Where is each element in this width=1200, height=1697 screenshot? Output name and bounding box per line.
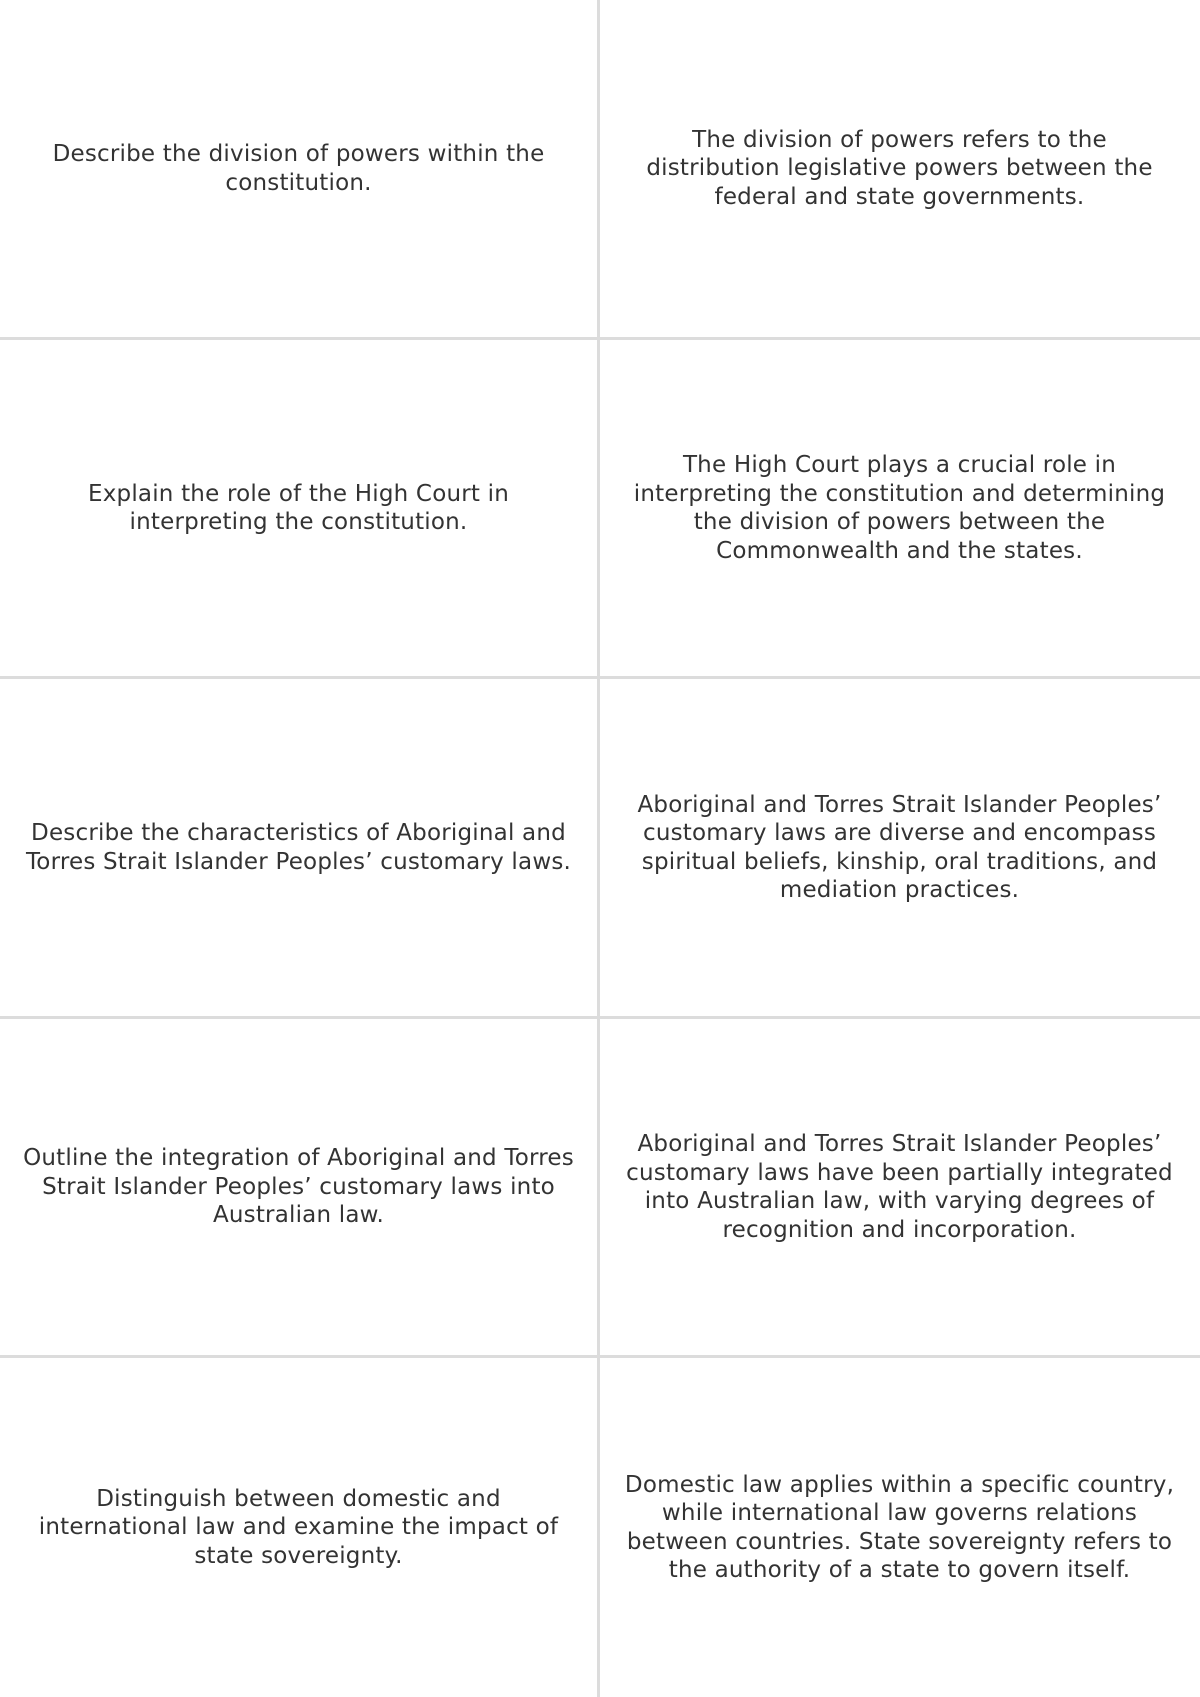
card-term-cell — [0, 679, 597, 1016]
flashcard-row — [0, 1019, 1200, 1355]
card-definition-cell — [597, 340, 1200, 676]
card-definition-cell — [597, 0, 1200, 337]
card-definition-text: Aboriginal and Torres Strait Islander Peoples’ customary laws are diverse and encompass spiritual beliefs, kinship, oral traditions, and mediation practices. — [637, 791, 1162, 903]
card-term-cell — [0, 1019, 597, 1355]
card-definition-text: The division of powers refers to the distribution legislative powers between the federal and state governments. — [646, 126, 1153, 210]
flashcard-row — [0, 1358, 1200, 1697]
card-definition-cell — [597, 1019, 1200, 1355]
card-term-cell — [0, 0, 597, 337]
card-term-cell — [0, 1358, 597, 1697]
flashcard-row — [0, 679, 1200, 1016]
card-definition-cell — [597, 1358, 1200, 1697]
card-definition-cell — [597, 679, 1200, 1016]
card-term-cell — [0, 340, 597, 676]
flashcard-row — [0, 0, 1200, 337]
card-term-text: Describe the characteristics of Aboriginal and Torres Strait Islander Peoples’ customary laws. — [25, 820, 572, 875]
card-term-text: Outline the integration of Aboriginal and Torres Strait Islander Peoples’ customary laws into Australian law. — [23, 1145, 574, 1229]
card-definition-text: Aboriginal and Torres Strait Islander Peoples’ customary laws have been partially integrated into Australian law, with varying degrees of recognition and incorporation. — [626, 1131, 1173, 1243]
card-term-text: Distinguish between domestic and international law and examine the impact of state sovereignty. — [38, 1485, 559, 1569]
flashcard-row — [0, 340, 1200, 676]
card-term-text: Explain the role of the High Court in interpreting the constitution. — [87, 480, 509, 535]
card-definition-text: The High Court plays a crucial role in interpreting the constitution and determining the division of powers between the Commonwealth and the states. — [633, 452, 1166, 564]
card-term-text: Describe the division of powers within the constitution. — [52, 141, 545, 196]
card-definition-text: Domestic law applies within a specific country, while international law governs relations between countries. State sovereignty refers to the authority of a state to govern itself. — [624, 1471, 1175, 1583]
